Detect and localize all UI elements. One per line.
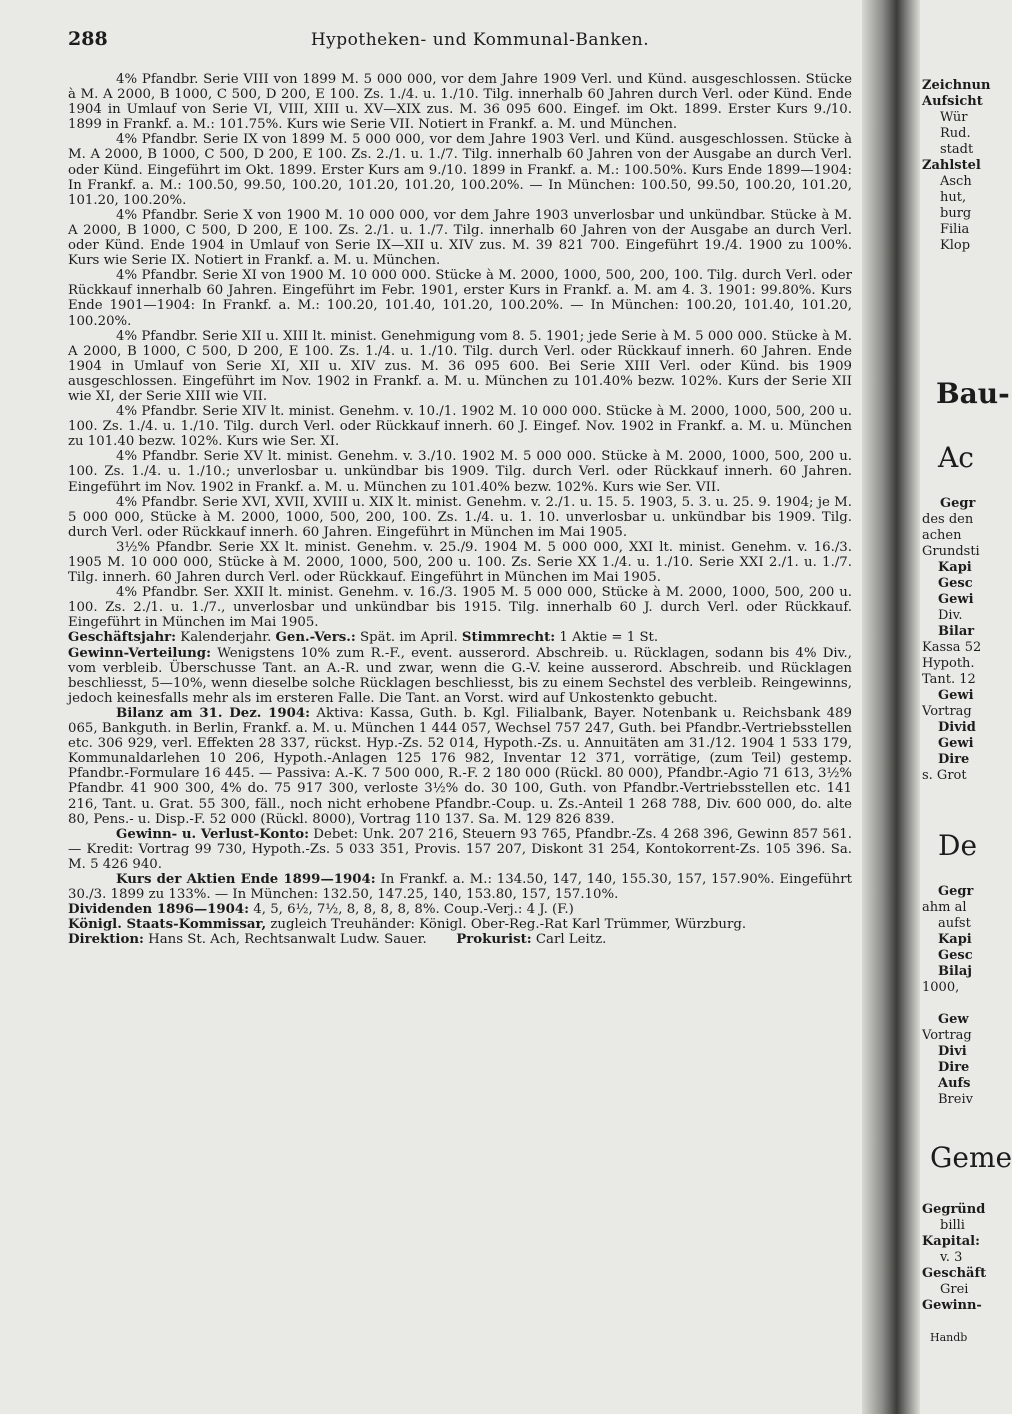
right-fragment: ahm al xyxy=(922,900,967,915)
kurs-der-aktien xyxy=(68,872,852,902)
right-fragment: Gesc xyxy=(938,576,973,591)
paragraph-serie-xiv: 4% Pfandbr. Serie XIV lt. minist. Genehm. v. 10./1. 1902 M. 10 000 000. Stücke à M. 2000, 1000, 500, 200 u. 100. Zs. 1./4. u. 1./10. Tilg. durch Verl. oder Rückkauf innerh. 60 J. Eingef. Nov. 1902 in Frankf. a. M. u. München zu 101.40 bezw. 102%. Kurs wie Ser. XI. xyxy=(68,404,852,450)
kurs-label: Kurs der Aktien Ende 1899—1904: xyxy=(116,871,376,887)
right-fragment: achen xyxy=(922,528,962,543)
right-fragment: Dire xyxy=(938,1060,970,1075)
right-fragment: Geschäft xyxy=(922,1266,987,1281)
right-fragment: Wür xyxy=(940,110,968,125)
prokurist-label: Prokurist: xyxy=(456,932,532,948)
paragraph-serie-xvi-xix: 4% Pfandbr. Serie XVI, XVII, XVIII u. XIX lt. minist. Genehm. v. 2./1. u. 15. 5. 1903, 5. 3. u. 25. 9. 1904; je M. 5 000 000, Stücke à M. 2000, 1000, 500, 200, 100. Zs. 1./4. u. 1. 10. unverlosbar u. unkündbar bis 1909. Tilg. durch Verl. oder Rückkauf innerh. 60 Jahren. Eingeführt in München im Mai 1905. xyxy=(68,494,852,540)
right-fragment: Grundsti xyxy=(922,544,980,559)
paragraph-serie-xii-xiii: 4% Pfandbr. Serie XII u. XIII lt. minist. Genehmigung vom 8. 5. 1901; jede Serie à M. 5 000 000. Stücke à M. A 2000, B 1000, C 500, D 200, E 100. Zs. 1./4. u. 1./10. Tilg. durch Verl. oder Rückkauf innerh. 60 Jahren. Ende 1904 in Umlauf von Serie XI, XII u. XIV zus. M. 36 095 600. Bei Serie XIII Verl. oder Künd. bis 1909 ausgeschlossen. Eingeführt im Nov. 1902 in Frankf. a. M. u. München zu 101.40% bezw. 102%. Kurs der Serie XII wie XI, der Serie XIII wie VII. xyxy=(68,328,852,404)
right-fragment: s. Grot xyxy=(922,768,967,783)
bilanz xyxy=(68,706,852,827)
stimmrecht-value: 1 Aktie = 1 St. xyxy=(559,630,659,646)
paragraph-serie-xv: 4% Pfandbr. Serie XV lt. minist. Genehm. v. 3./10. 1902 M. 5 000 000. Stücke à M. 2000, 1000, 500, 200 u. 100. Zs. 1./4. u. 1./10.; unverlosbar u. unkündbar bis 1909. Tilg. durch Verl. oder Rückkauf innerh. 60 Jahren. Eingeführt im Nov. 1902 in Frankf. a. M. u. München zu 101.40% bezw. 102%. Kurs wie Ser. VII. xyxy=(68,449,852,495)
right-fragment: Gegr xyxy=(940,496,976,511)
geschaeftsjahr-label: Geschäftsjahr: xyxy=(68,630,177,646)
kurs-text: In Frankf. a. M.: 134.50, 147, 140, 155.30, 157, 157.90%. Eingeführt 30./3. 1899 zu 133%. — In München: 132.50, 147.25, 140, 153.80, 157, 157.10%. xyxy=(68,871,852,903)
right-heading: De xyxy=(938,829,978,862)
page-body xyxy=(68,72,852,947)
page-number: 288 xyxy=(68,28,108,50)
right-fragment: Filia xyxy=(940,222,970,237)
right-fragment: v. 3 xyxy=(940,1250,963,1265)
right-fragment: Gewi xyxy=(938,688,974,703)
paragraph-serie-viii: 4% Pfandbr. Serie VIII von 1899 M. 5 000 000, vor dem Jahre 1909 Verl. und Künd. ausgeschlossen. Stücke à M. A 2000, B 1000, C 500, D 200, E 100. Zs. 1./4. u. 1./10. Tilg. innerhalb 60 Jahren durch Verl. oder Künd. Ende 1904 in Umlauf von Serie VI, VIII, XIII u. XV—XIX zus. M. 36 095 600. Eingef. im Okt. 1899. Erster Kurs 9./10. 1899 in Frankf. a. M.: 101.75%. Kurs wie Serie VII. Notiert in Frankf. a. M. und München. xyxy=(68,72,852,133)
right-fragment: Vortrag xyxy=(922,704,972,719)
bilanz-label: Bilanz am 31. Dez. 1904: xyxy=(116,705,311,721)
running-header: Hypotheken- und Kommunal-Banken. xyxy=(310,30,650,50)
geschaeftsjahr-value: Kalenderjahr. xyxy=(180,630,272,646)
right-fragment: stadt xyxy=(940,142,974,157)
right-fragment: Div. xyxy=(938,608,963,623)
gv-value: Spät. im April. xyxy=(360,630,458,646)
gewinn-verteilung xyxy=(68,646,852,706)
paragraph-serie-xxii: 4% Pfandbr. Ser. XXII lt. minist. Genehm. v. 16./3. 1905 M. 5 000 000, Stücke à M. 2000, 1000, 500, 200 u. 100. Zs. 2./1. u. 1./7., unverlosbar und unkündbar bis 1915. Tilg. innerhalb 60 J. durch Verl. oder Rückkauf. Eingeführt in München im Mai 1905. xyxy=(68,585,852,631)
right-fragment: Gesc xyxy=(938,948,973,963)
right-fragment: Bilar xyxy=(938,624,975,639)
right-fragment: Grei xyxy=(940,1282,969,1297)
right-fragment: Gewi xyxy=(938,736,974,751)
right-fragment: 1000, xyxy=(922,980,960,995)
right-fragment: Zeichnun xyxy=(922,78,991,93)
staatskommissar xyxy=(68,917,852,932)
geschaeftsjahr-line xyxy=(68,630,852,645)
right-fragment: Hypoth. xyxy=(922,656,975,671)
right-fragment: aufst xyxy=(938,916,971,931)
right-heading: Geme xyxy=(930,1141,1012,1174)
right-fragment: Gegründ xyxy=(922,1202,986,1217)
right-fragment: Vortrag xyxy=(922,1028,972,1043)
right-fragment: Aufsicht xyxy=(922,94,983,109)
right-fragment: Gewinn- xyxy=(922,1298,982,1313)
right-fragment: billi xyxy=(940,1218,965,1233)
right-fragment: Kassa 52 xyxy=(922,640,982,655)
bilanz-text: Aktiva: Kassa, Guth. b. Kgl. Filialbank, Bayer. Notenbank u. Reichsbank 489 065, Bankguth. in Berlin, Frankf. a. M. u. München 1 444 057, Wechsel 757 247, Guth. bei Pfandbr.-Vertriebsstellen etc. 306 929, verl. Effekten 28 337, rückst. Hyp.-Zs. 52 014, Hypoth.-Zs. u. Annuitäten am 31./12. 1904 1 533 179, Kommunaldarlehen 10 206, Hypoth.-Anlagen 125 176 982, Inventar 12 371, vorrätige, (zum Teil) gestemp. Pfandbr.-Formulare 16 445. — Passiva: A.-K. 7 500 000, R.-F. 2 180 000 (Rückl. 80 000), Pfandbr.-Agio 71 613, 3½% Pfandbr. 41 900 300, 4% do. 75 917 300, verloste 3½% do. 30 100, Guth. von Pfandbr.-Vertriebsstellen etc. 141 216, Tant. u. Grat. 55 300, fäll., noch nicht erhobene Pfandbr.-Coup. u. Zs.-Anteil 1 268 788, Div. 600 000, do. alte 80, Pens.- u. Disp.-F. 52 000 (Rückl. 8000), Vortrag 110 137. Sa. M. 129 826 839. xyxy=(68,705,852,827)
gv-konto-text: Debet: Unk. 207 216, Steuern 93 765, Pfandbr.-Zs. 4 268 396, Gewinn 857 561. — Kredit: Vortrag 99 730, Hypoth.-Zs. 5 033 351, Provis. 157 207, Diskont 31 254, Kontokorrent-Zs. 105 396. Sa. M. 5 426 940. xyxy=(68,826,852,872)
right-fragment: Zahlstel xyxy=(922,158,981,173)
paragraph-serie-x: 4% Pfandbr. Serie X von 1900 M. 10 000 000, vor dem Jahre 1903 unverlosbar und unkündbar. Stücke à M. A 2000, B 1000, C 500, D 200, E 100. Zs. 2./1. u. 1./7. Tilg. innerhalb 60 Jahren von der Ausgabe an durch Verl. oder Künd. Ende 1904 in Umlauf von Serie IX—XII u. XIV zus. M. 39 821 700. Eingeführt 19./4. 1900 zu 100%. Kurs wie Serie IX. Notiert in Frankf. a. M. u. München. xyxy=(68,207,852,269)
right-fragment: Divi xyxy=(938,1044,967,1059)
right-fragment: Gegr xyxy=(938,884,974,899)
page-gutter xyxy=(862,0,920,1414)
gv-konto-label: Gewinn- u. Verlust-Konto: xyxy=(116,826,309,842)
direktion xyxy=(68,932,852,947)
right-fragment: Asch xyxy=(940,174,972,189)
facing-page-fragment xyxy=(922,0,1012,1414)
right-fragment: hut, xyxy=(940,190,967,205)
right-fragment: Kapi xyxy=(938,932,972,947)
gewinn-verteilung-text: Wenigstens 10% zum R.-F., event. ausserord. Abschreib. u. Rücklagen, sodann bis 4% Div., vom verbleib. Überschusse Tant. an A.-R. und zwar, wenn die G.-V. keine ausserord. Abschreib. und Rücklagen beschliesst, 5—10%, wenn dieselbe solche Rücklagen beschliesst, bis zu einem Sechstel des verbleib. Reingewinns, jedoch keinesfalls mehr als im ersteren Falle. Die Tant. an Vorst. wird auf Unkostenkto gebucht. xyxy=(68,645,852,706)
right-fragment: des den xyxy=(922,512,974,527)
right-fragment: Aufs xyxy=(938,1076,971,1091)
direktion-text: Hans St. Ach, Rechtsanwalt Ludw. Sauer. xyxy=(148,932,427,948)
prokurist-value: Carl Leitz. xyxy=(535,932,607,948)
right-fragment: Dire xyxy=(938,752,970,767)
gewinn-verlust-konto xyxy=(68,827,852,872)
right-heading: Ac xyxy=(938,441,974,474)
staatskommissar-text: zugleich Treuhänder: Königl. Ober-Reg.-Rat Karl Trümmer, Würzburg. xyxy=(270,917,747,933)
right-fragment: Kapital: xyxy=(922,1234,980,1249)
right-fragment: Gewi xyxy=(938,592,974,607)
right-fragment: Klop xyxy=(940,238,971,253)
paragraph-serie-xx-xxi: 3½% Pfandbr. Serie XX lt. minist. Genehm. v. 25./9. 1904 M. 5 000 000, XXI lt. minist. Genehm. v. 16./3. 1905 M. 10 000 000, Stücke à M. 2000, 1000, 500, 200 u. 100. Zs. Serie XX 1./4. u. 1./10. Serie XXI 2./1. u. 1./7. Tilg. innerh. 60 Jahren durch Verl. oder Rückkauf. Eingeführt in München im Mai 1905. xyxy=(68,539,852,586)
right-fragment: Divid xyxy=(938,720,976,735)
right-fragment: Tant. 12 xyxy=(922,672,976,687)
right-fragment: Bilaj xyxy=(938,964,972,979)
paragraph-serie-ix: 4% Pfandbr. Serie IX von 1899 M. 5 000 000, vor dem Jahre 1903 Verl. und Künd. ausgeschlossen. Stücke à M. A 2000, B 1000, C 500, D 200, E 100. Zs. 2./1. u. 1./7. Tilg. innerhalb 60 Jahren von der Ausgabe an durch Verl. oder Künd. Eingeführt im Okt. 1899. Erster Kurs am 9./10. 1899 in Frankf. a. M.: 100.50%. Kurs Ende 1899—1904: In Frankf. a. M.: 100.50, 99.50, 100.20, 101.20, 101.20, 100.20%. — In München: 100.50, 99.50, 100.20, 101.20, 101.20, 100.20%. xyxy=(68,132,852,208)
right-fragment: Gew xyxy=(938,1012,969,1027)
gv-label: Gen.-Vers.: xyxy=(275,630,356,646)
dividenden xyxy=(68,902,852,917)
right-fragment: Handb xyxy=(930,1331,968,1344)
stimmrecht-label: Stimmrecht: xyxy=(461,630,556,646)
staatskommissar-label: Königl. Staats-Kommissar, xyxy=(68,917,267,933)
right-heading: Bau- xyxy=(936,377,1010,410)
right-fragment: Kapi xyxy=(938,560,972,575)
paragraph-serie-xi: 4% Pfandbr. Serie XI von 1900 M. 10 000 000. Stücke à M. 2000, 1000, 500, 200, 100. Tilg. durch Verl. oder Rückkauf innerhalb 60 Jahren. Eingeführt im Febr. 1901, erster Kurs in Frankf. a. M. am 4. 3. 1901: 99.80%. Kurs Ende 1901—1904: In Frankf. a. M.: 100.20, 101.40, 101.20, 100.20%. — In München: 100.20, 101.40, 101.20, 100.20%. xyxy=(68,268,852,329)
right-fragment: Rud. xyxy=(940,126,971,141)
right-fragment: Breiv xyxy=(938,1092,973,1107)
gewinn-verteilung-label: Gewinn-Verteilung: xyxy=(68,645,212,661)
direktion-label: Direktion: xyxy=(68,932,144,948)
dividenden-text: 4, 5, 6½, 7½, 8, 8, 8, 8, 8%. Coup.-Verj.: 4 J. (F.) xyxy=(253,902,574,918)
dividenden-label: Dividenden 1896—1904: xyxy=(68,902,250,918)
right-fragment: burg xyxy=(940,206,972,221)
